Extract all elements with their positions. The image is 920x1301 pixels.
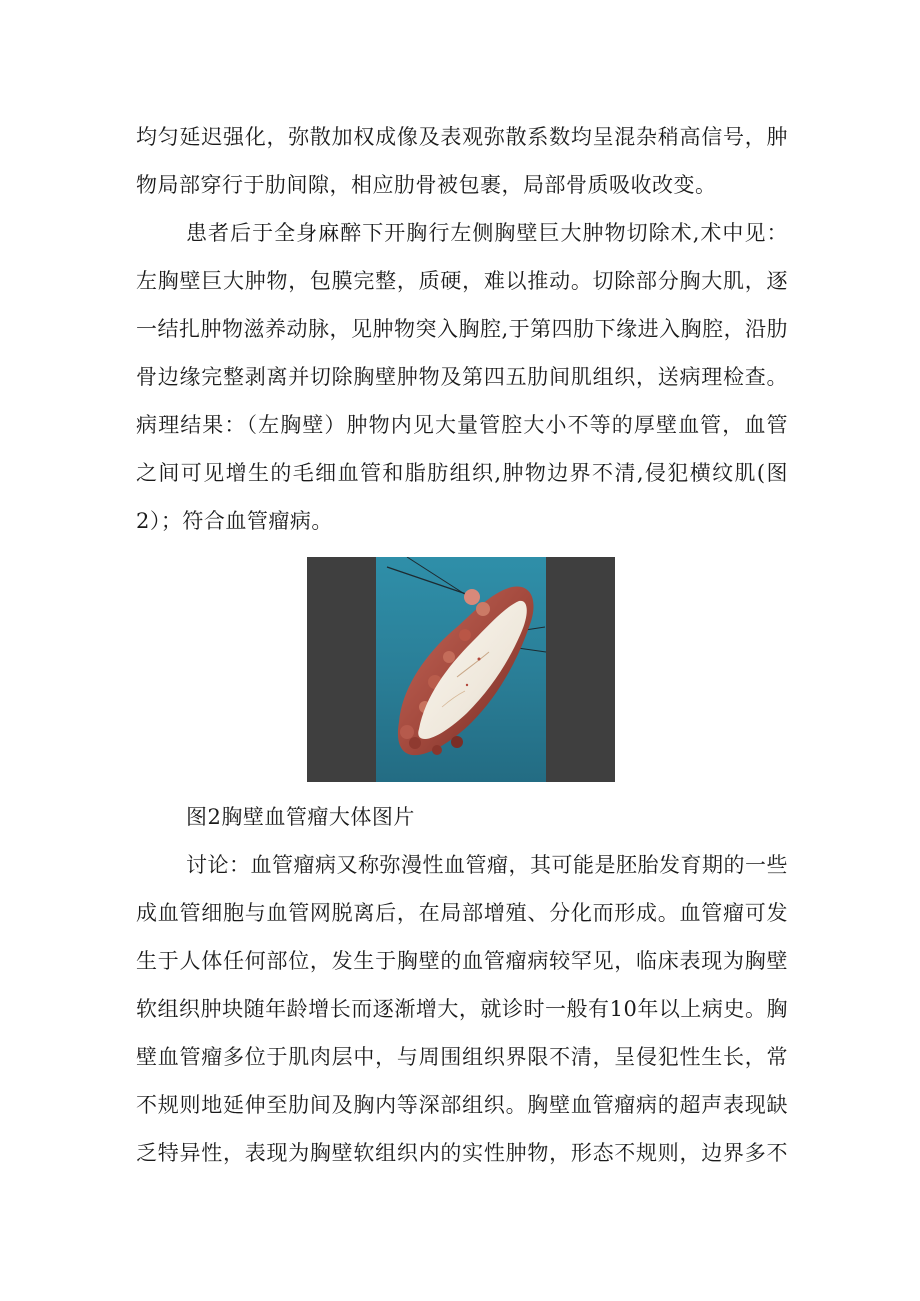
body-text-line: 2）；符合血管瘤病。 (136, 509, 333, 533)
body-text-line: 物局部穿行于肋间隙，相应肋骨被包裹，局部骨质吸收改变。 (136, 173, 717, 197)
body-text-line: 软组织肿块随年龄增长而逐渐增大，就诊时一般有10年以上病史。胸 (136, 997, 788, 1021)
body-text-line: 骨边缘完整剥离并切除胸壁肿物及第四五肋间肌组织，送病理检查。 (136, 365, 788, 389)
body-text-line: 患者后于全身麻醉下开胸行左侧胸壁巨大肿物切除术,术中见： (186, 221, 788, 245)
body-text-line: 讨论：血管瘤病又称弥漫性血管瘤，其可能是胚胎发育期的一些 (186, 853, 788, 877)
body-text-line: 乏特异性，表现为胸壁软组织内的实性肿物，形态不规则，边界多不 (136, 1141, 788, 1165)
body-text-line: 均匀延迟强化，弥散加权成像及表观弥散系数均呈混杂稍高信号，肿 (136, 125, 788, 149)
figure-caption: 图2胸壁血管瘤大体图片 (186, 805, 415, 829)
body-text-line: 之间可见增生的毛细血管和脂肪组织,肿物边界不清,侵犯横纹肌(图 (136, 461, 788, 485)
body-text-line: 壁血管瘤多位于肌肉层中，与周围组织界限不清，呈侵犯性生长，常 (136, 1045, 788, 1069)
body-text-line: 不规则地延伸至肋间及胸内等深部组织。胸壁血管瘤病的超声表现缺 (136, 1093, 788, 1117)
specimen-photo-graphic (307, 557, 615, 782)
body-text-line: 病理结果：（左胸壁）肿物内见大量管腔大小不等的厚壁血管，血管 (136, 413, 788, 437)
specimen-photo (307, 557, 615, 782)
body-text-line: 成血管细胞与血管网脱离后，在局部增殖、分化而形成。血管瘤可发 (136, 901, 788, 925)
body-text-line: 生于人体任何部位，发生于胸壁的血管瘤病较罕见，临床表现为胸壁 (136, 949, 788, 973)
body-text-line: 一结扎肿物滋养动脉，见肿物突入胸腔,于第四肋下缘进入胸腔，沿肋 (136, 317, 789, 341)
body-text-line: 左胸壁巨大肿物，包膜完整，质硬，难以推动。切除部分胸大肌，逐 (136, 269, 788, 293)
